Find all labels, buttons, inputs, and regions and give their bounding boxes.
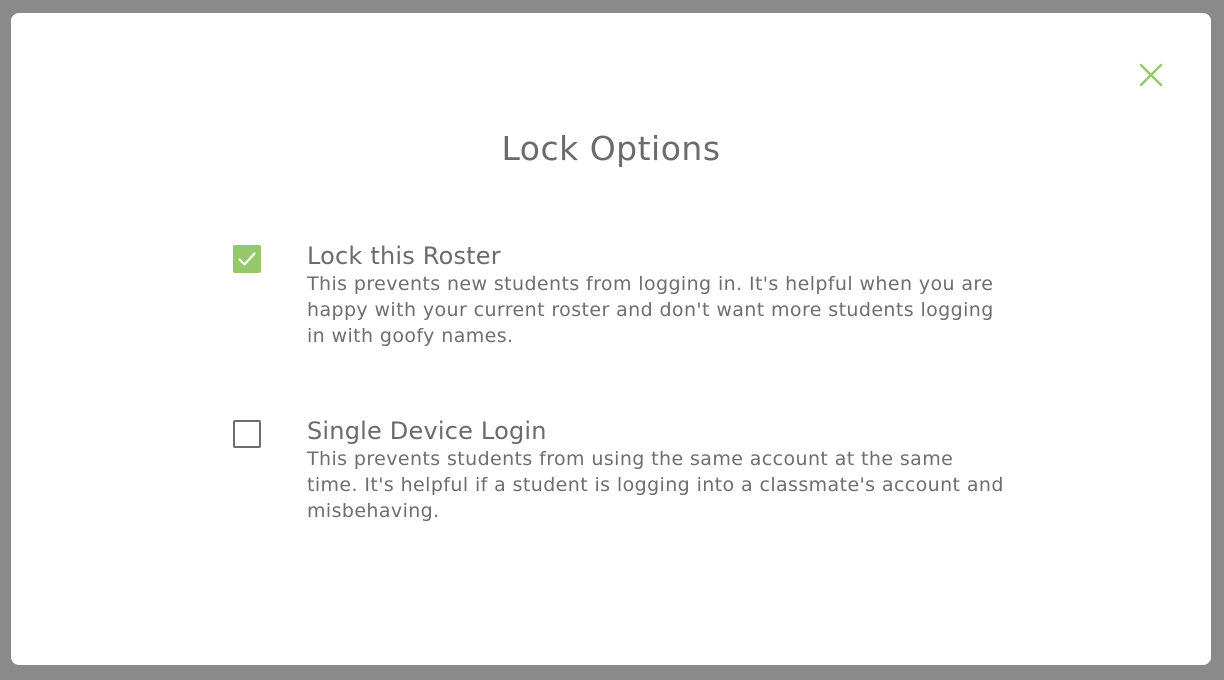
lock-roster-checkbox[interactable]: [233, 245, 261, 273]
single-device-login-checkbox[interactable]: [233, 420, 261, 448]
lock-options-dialog: [11, 13, 1211, 665]
option-title: Lock this Roster: [307, 242, 501, 270]
option-title: Single Device Login: [307, 417, 547, 445]
option-description: This prevents new students from logging in. It's helpful when you are happy with your current roster and don't want more students logging in with goofy names.: [307, 273, 994, 347]
option-description: This prevents students from using the same account at the same time. It's helpful if a student is logging into a classmate's account and misbehaving.: [307, 448, 1004, 522]
close-button[interactable]: [1137, 61, 1165, 89]
option-text: [307, 416, 1007, 524]
close-icon: [1137, 61, 1165, 89]
dialog-title: Lock Options: [501, 129, 721, 168]
checkmark-icon: [233, 245, 261, 273]
option-text: [307, 241, 1007, 349]
